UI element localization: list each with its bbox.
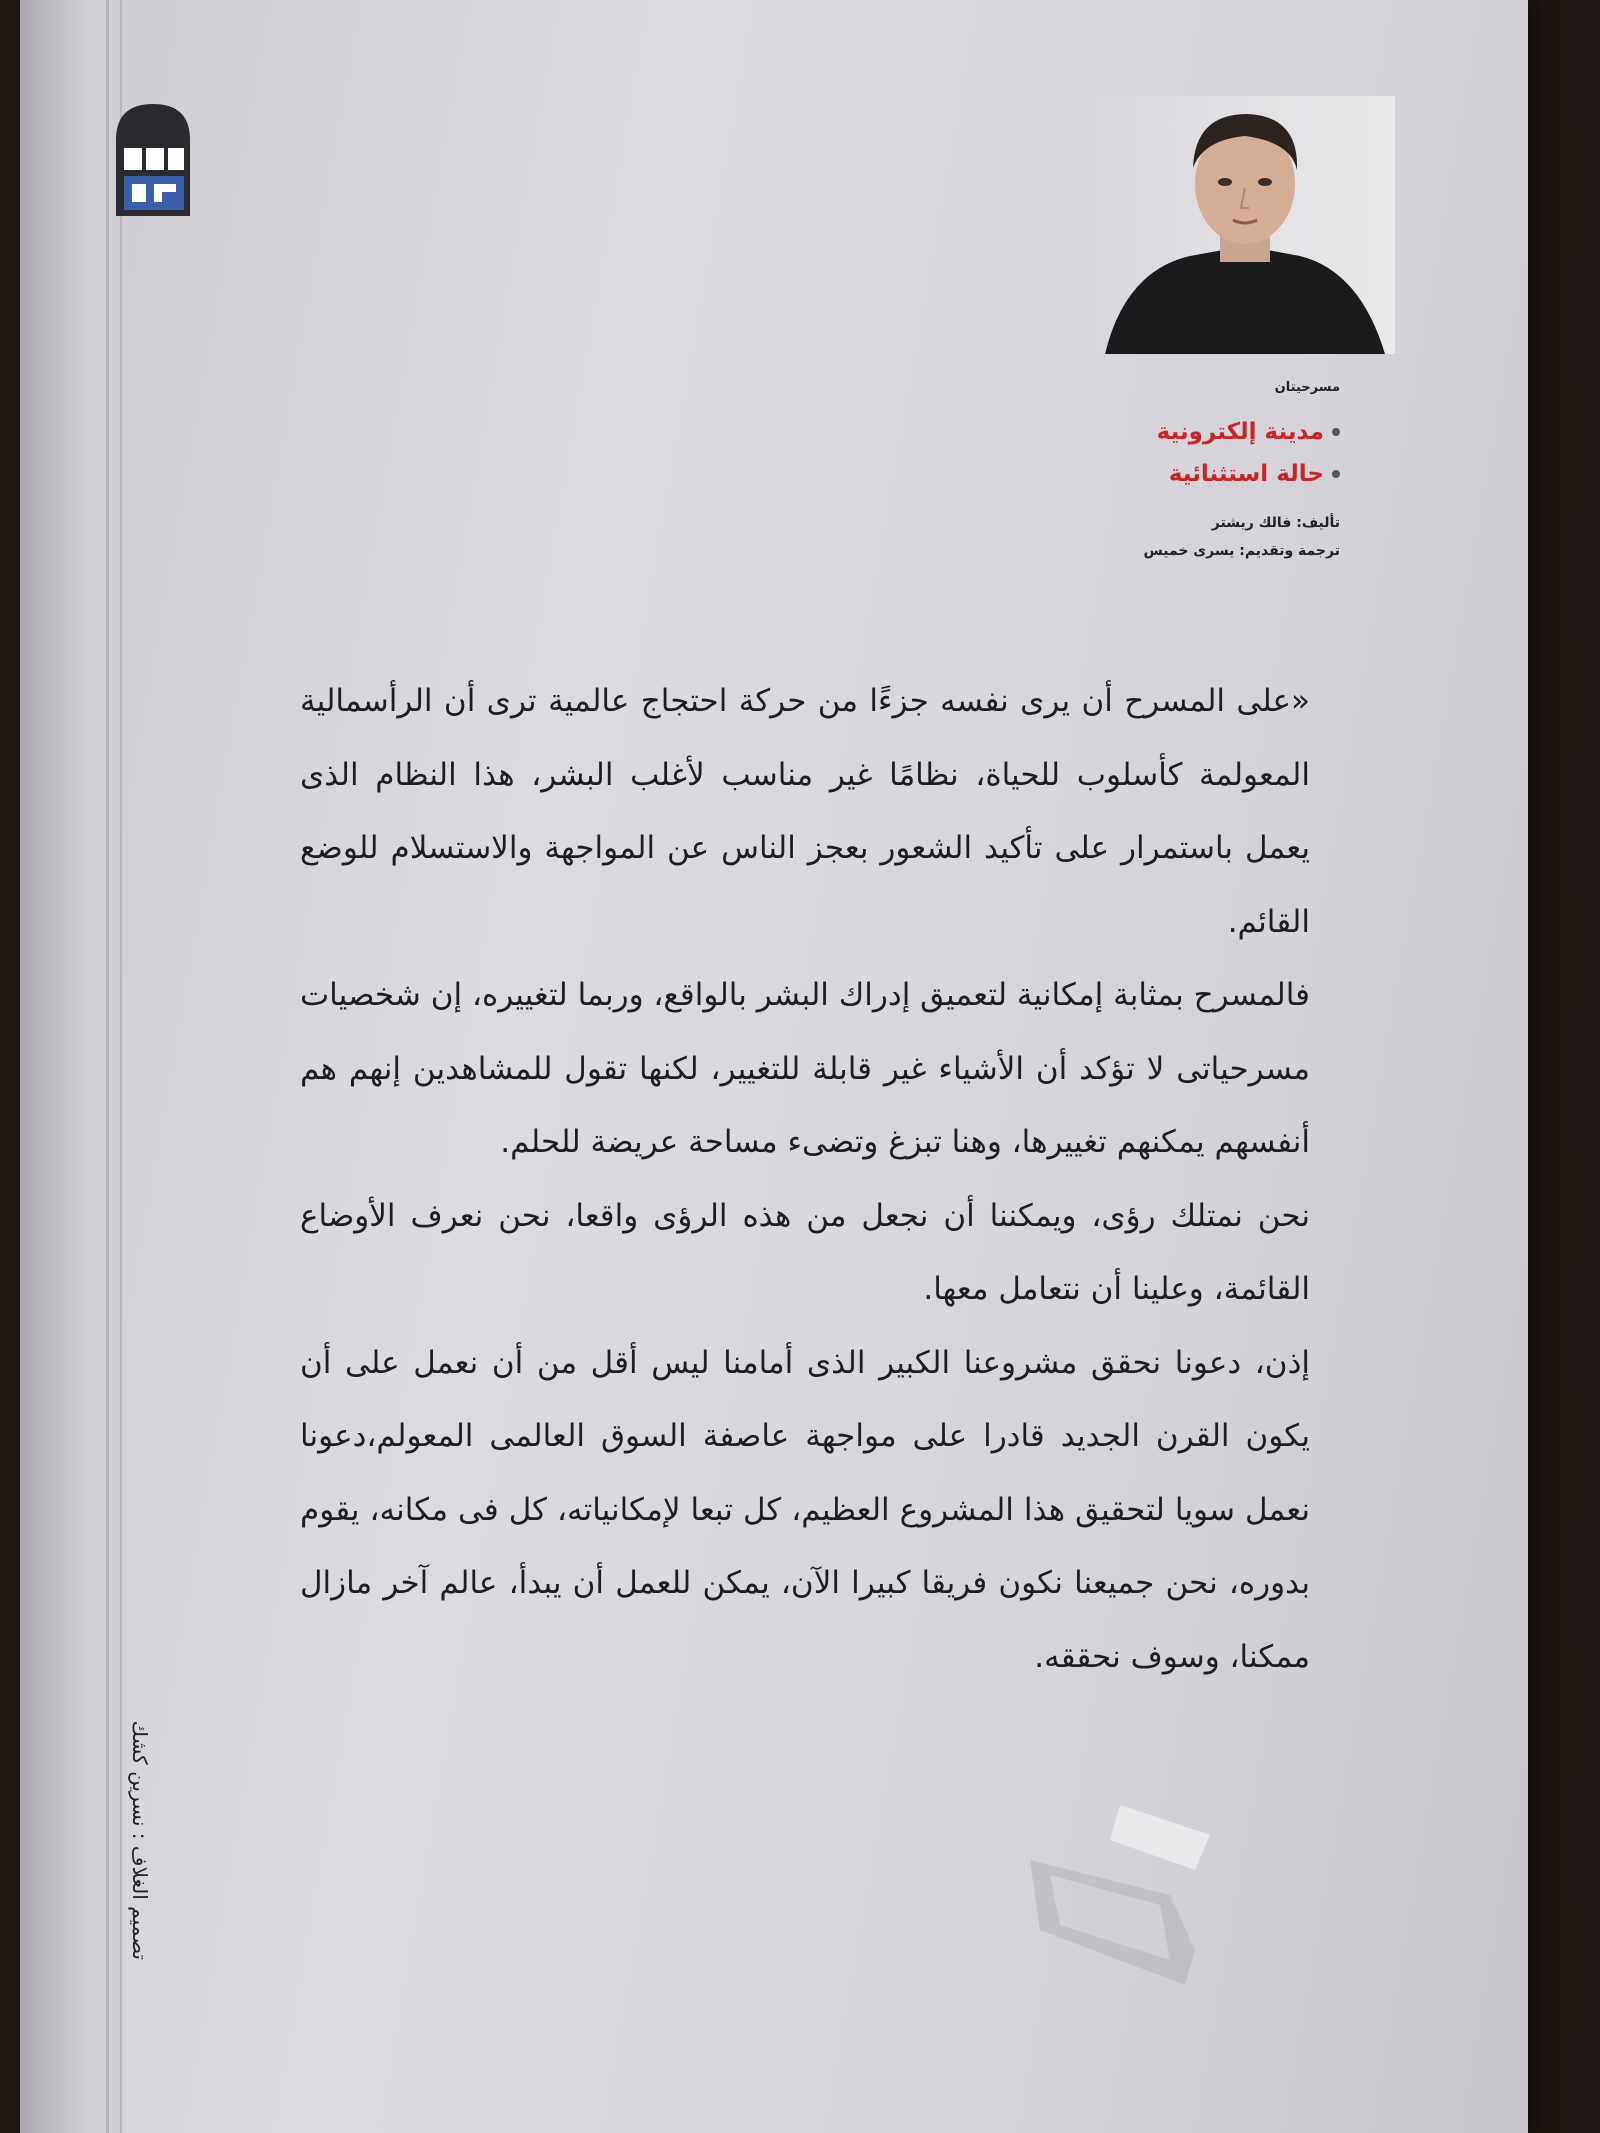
play-title-1: [1040, 411, 1340, 453]
cover-designer-credit: تصميم الغلاف : نسرين كشك: [128, 1720, 152, 1960]
play-title-text: حالة استثنائية: [1168, 461, 1324, 487]
bullet-icon: [1332, 470, 1340, 478]
bullet-icon: [1332, 428, 1340, 436]
play-title-text: مدينة إلكترونية: [1156, 419, 1324, 445]
quote-paragraph: فالمسرح بمثابة إمكانية لتعميق إدراك البشر بالواقع، وربما لتغييره، إن شخصيات مسرحياتى لا تؤكد أن الأشياء غير قابلة للتغيير، لكنها تقول للمشاهدين إنهم هم أنفسهم يمكنهم تغييرها، وهنا تبزغ وتضىء مساحة عريضة للحلم.: [300, 977, 1310, 1160]
author-credit: تأليف: فالك ريشتر: [1211, 515, 1340, 531]
play-title-2: [1040, 453, 1340, 495]
back-cover-quote: [300, 665, 1310, 1694]
tape-residue: [1020, 1800, 1260, 2000]
spine-crease: [106, 0, 109, 2133]
cover-details: [1040, 380, 1340, 565]
publisher-logo-icon: [110, 96, 196, 222]
quote-paragraph: «على المسرح أن يرى نفسه جزءًا من حركة احتجاج عالمية ترى أن الرأسمالية المعولمة كأسلوب للحياة، نظامًا غير مناسب لأغلب البشر، هذا النظام الذى يعمل باستمرار على تأكيد الشعور بعجز الناس عن المواجهة والاستسلام للوضع القائم.: [300, 683, 1310, 940]
quote-paragraph: نحن نمتلك رؤى، ويمكننا أن نجعل من هذه الرؤى واقعا، نحن نعرف الأوضاع القائمة، وعلينا أن نتعامل معها.: [300, 1197, 1310, 1307]
series-label: مسرحيتان: [1274, 380, 1340, 395]
author-photo: [1095, 96, 1395, 354]
credits: [1040, 509, 1340, 565]
translator-credit: ترجمة وتقديم: يسرى خميس: [1143, 543, 1340, 559]
quote-paragraph: إذن، دعونا نحقق مشروعنا الكبير الذى أمامنا ليس أقل من أن نعمل على أن يكون القرن الجديد قادرا على مواجهة عاصفة السوق العالمى المعولم،دعونا نعمل سويا لتحقيق هذا المشروع العظيم، كل تبعا لإمكانياته، كل فى مكانه، يقوم بدوره، نحن جميعنا نكون فريقا كبيرا الآن، يمكن للعمل أن يبدأ، عالم آخر مازال ممكنا، وسوف نحققه.: [300, 1344, 1310, 1675]
